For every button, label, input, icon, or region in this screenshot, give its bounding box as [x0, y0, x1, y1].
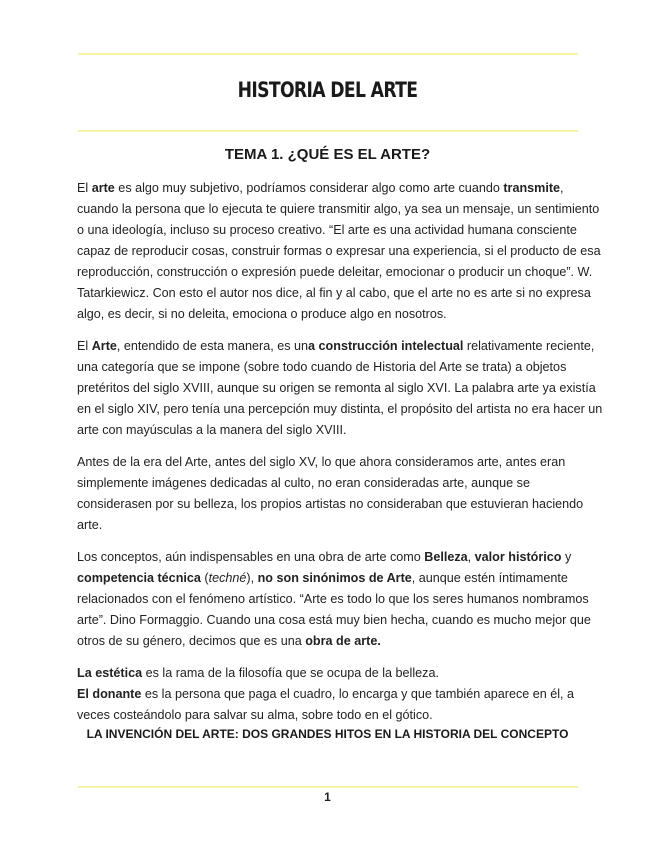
text-run: Antes de la era del Arte, antes del siglo XV, lo que ahora consideramos arte, antes eran simplemente imágenes dedicadas al culto, no eran consideradas arte, aunque se considerasen por su belleza, los propios artistas no consideraban que estuvieran haciendo arte. [77, 455, 584, 532]
text-run: , cuando la persona que lo ejecuta te quiere transmitir algo, ya sea un mensaje, un sentimiento o una ideología, incluso su proceso creativo. “El arte es una actividad humana consciente capaz de reproducir cosas, construir formas o expresar una experiencia, si el producto de esa reproducción, construcción o expresión puede deleitar, emocionar o producir un choque”. W. Tatarkiewicz. Con esto el autor nos dice, al fin y al cabo, que el arte no es arte si no expresa algo, es decir, si no deleita, emociona o produce algo en nosotros. [77, 181, 601, 321]
bold-text: La estética [77, 666, 143, 680]
text-run: ( [200, 571, 209, 585]
text-run: El [77, 181, 92, 195]
italic-text: techné [208, 571, 247, 585]
text-run: relativamente reciente, una categoría que se impone (sobre todo cuando de Historia del Arte se trata) a objetos pretéritos del siglo XVIII, aunque su origen se remonta al siglo XVI. La palabra arte ya existía en el siglo XIV, pero tenía una percepción muy distinta, el propósito del artista no era hacer un arte con mayúsculas a la manera del siglo XVIII. [77, 339, 603, 437]
title-divider [78, 130, 578, 132]
bold-text: no son sinónimos de Arte [257, 571, 412, 585]
body-text [77, 178, 603, 737]
text-run: Los conceptos, aún indispensables en una obra de arte como [77, 550, 425, 564]
document-title: HISTORIA DEL ARTE [237, 78, 418, 102]
definition-estetica [77, 663, 603, 684]
bold-text: transmite [503, 181, 561, 195]
topic-title: TEMA 1. ¿QUÉ ES EL ARTE? [224, 146, 431, 163]
bold-text: Arte [91, 339, 117, 353]
top-divider [78, 53, 578, 55]
text-run: , aunque estén íntimamente relacionados con el fenómeno artístico. “Arte es todo lo que los seres humanos nombramos arte”. Dino Formaggio. Cuando una cosa está muy bien hecha, cuando es mucho mejor que otros de su género, decimos que es una [77, 571, 591, 648]
text-run: El [77, 339, 92, 353]
text-run: es la rama de la filosofía que se ocupa de la belleza. [142, 666, 439, 680]
paragraph [77, 547, 603, 652]
bold-text: obra de arte. [305, 634, 381, 648]
section-heading: LA INVENCIÓN DEL ARTE: DOS GRANDES HITOS EN LA HISTORIA DEL CONCEPTO [86, 727, 569, 741]
bold-text: El donante [77, 687, 142, 701]
paragraph [77, 178, 603, 325]
bold-text: a construcción intelectual [308, 339, 464, 353]
text-run: es algo muy subjetivo, podríamos considerar algo como arte cuando [114, 181, 504, 195]
definition-donante [77, 684, 603, 726]
text-run: y [561, 550, 572, 564]
bold-text: valor histórico [474, 550, 562, 564]
bold-text: arte [91, 181, 115, 195]
paragraph [77, 452, 603, 536]
text-run: ), [246, 571, 258, 585]
text-run: , [467, 550, 475, 564]
text-run: , entendido de esta manera, es un [116, 339, 309, 353]
text-run: es la persona que paga el cuadro, lo encarga y que también aparece en él, a veces costeándolo para salvar su alma, sobre todo en el gótico. [77, 687, 575, 722]
footer-divider [78, 786, 578, 788]
bold-text: competencia técnica [77, 571, 201, 585]
bold-text: Belleza [424, 550, 468, 564]
page-number: 1 [324, 790, 331, 804]
paragraph [77, 336, 603, 441]
